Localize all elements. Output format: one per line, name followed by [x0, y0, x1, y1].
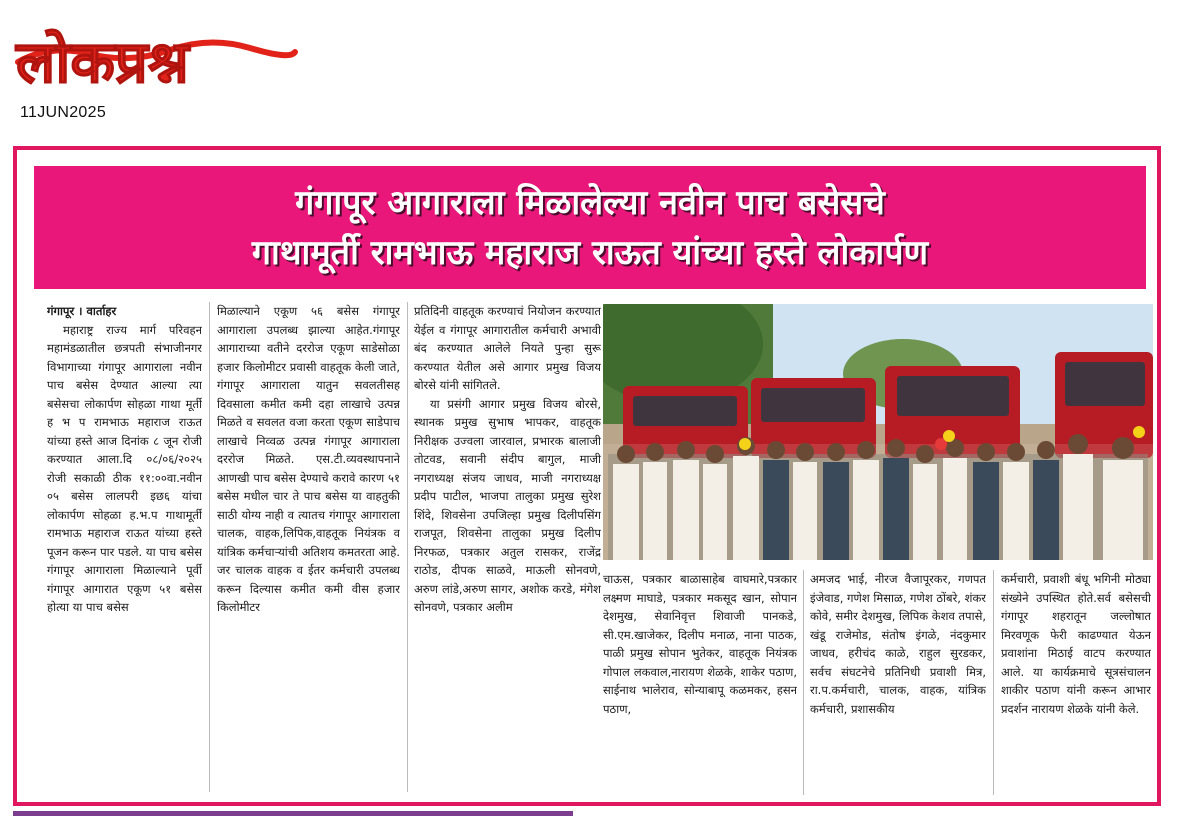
column-divider [407, 302, 408, 792]
column-3-para-1: प्रतिदिनी वाहतूक करण्याचं नियोजन करण्यात येईल व गंगापूर आगारातील कर्मचारी अभावी बंद करण्यात आलेले नियते पुन्हा सुरू करण्यात येतील असे आगार प्रमुख विजय बोरसे यांनी सांगितले. [414, 304, 601, 392]
logo-text: लोकप्रश्न [16, 28, 189, 96]
headline-line-2: गाथामूर्ती रामभाऊ महाराज राऊत यांच्या हस्ते लोकार्पण [251, 232, 929, 273]
column-divider [993, 570, 994, 795]
masthead-logo [10, 4, 300, 99]
news-article-frame [13, 146, 1161, 806]
column-4-text: चाऊस, पत्रकार बाळासाहेब वाघमारे,पत्रकार लक्ष्मण माघाडे, पत्रकार मकसूद खान, सोपान देशमुख, सेवानिवृत्त शिवाजी पानकडे, सी.एम.खाजेकर, दिलीप मनाळ, नाना पाठक, पाळी प्रमुख सोपान भुतेकर, वाहतूक नियंत्रक गोपाल लकवाल,नारायण शेळके, शाकेर पठाण, साईनाथ भालेराव, सोन्याबापू कळमकर, हसन पठाण, [603, 572, 797, 716]
article-column-5 [810, 570, 986, 795]
article-column-6 [1001, 570, 1151, 795]
bottom-border-strip [13, 811, 573, 816]
byline: गंगापूर । वार्ताहर [47, 304, 117, 318]
column-divider [803, 570, 804, 795]
column-1-text: महाराष्ट्र राज्य मार्ग परिवहन महामंडळातील छत्रपती संभाजीनगर विभागाच्या गंगापूर आगाराला नवीन पाच बसेस देण्यात आल्या त्या बसेसचा लोकार्पण सोहळा गाथा मूर्ती ह भ प रामभाऊ महाराज राऊत यांच्या हस्ते आज दिनांक ८ जून रोजी करण्यात आला.दि ०८/०६/२०२५ रोजी सकाळी ठीक ११:००वा.नवीन ०५ बसेस लालपरी इछ६ यांचा लोकार्पण सोहळा ह.भ.प गाथामूर्ती रामभाऊ महाराज राऊत यांच्या हस्ते पूजन करून पार पडले. या पाच बसेस गंगापूर आगाराला मिळाल्याने पूर्वी गंगापूर आगारात एकूण ५१ बसेस होत्या या पाच बसेस [47, 322, 202, 614]
column-2-text: मिळाल्याने एकूण ५६ बसेस गंगापूर आगाराला उपलब्ध झाल्या आहेत.गंगापूर आगाराच्या वतीने दररोज एकूण साडेसोळा हजार किलोमीटर प्रवासी वाहतूक केली जाते, गंगापूर आगाराला यातुन सवलतीसह दिवसाला कमीत कमी दहा लाखाचे उत्पन्न मिळते व सवलत वजा करता एकूण साडेपाच लाखाचे निव्वळ उत्पन्न गंगापूर आगाराला दररोज मिळते. एस.टी.व्यवस्थापनाने आणखी पाच बसेस देण्याचे करावे कारण ५१ बसेस मधील चार ते पाच बसेस या वाहतुकी साठी योग्य नाही व त्यातच गंगापूर आगाराला चालक, वाहक,लिपिक,वाहतूक नियंत्रक व यांत्रिक कर्मचाऱ्यांची अतिशय कमतरता आहे. जर चालक वाहक व ईतर कर्मचारी उपलब्ध करून दिल्यास कमीत कमी वीस हजार किलोमीटर [217, 304, 400, 614]
article-column-1 [47, 302, 202, 792]
column-3-para-2: या प्रसंगी आगार प्रमुख विजय बोरसे, स्थानक प्रमुख सुभाष भापकर, वाहतूक निरीक्षक उज्वला जारवाल, प्रभारक बालाजी तोटवड, सवानी संदीप बागुल, माजी नगराध्यक्ष संजय जाधव, माजी नगराध्यक्ष प्रदीप पाटील, भाजपा तालुका प्रमुख सुरेश शिंदे, शिवसेना उपजिल्हा प्रमुख दिलीपसिंग राजपूत, शिवसेना तालुका प्रमुख दिलीप निरफळ, पत्रकार अतुल रासकर, राजेंद्र राठोड, दीपक साळवे, माऊली सोनवणे, अरुण लांडे,अरुण सागर, अशोक करडे, मंगेश सोनवणे, पत्रकार अलीम [414, 396, 601, 614]
headline-line-1: गंगापूर आगाराला मिळालेल्या नवीन पाच बसेसचे [295, 182, 885, 223]
bus-inauguration-photo [603, 304, 1153, 560]
article-column-3 [414, 302, 601, 792]
column-6-text: कर्मचारी, प्रवाशी बंधू भगिनी मोठ्या संख्येने उपस्थित होते.सर्व बसेसची गंगापूर शहरातून जल्लोषात मिरवणूक फेरी काढण्यात येऊन प्रवाशांना मिठाई वाटप करण्यात आले. या कार्यक्रमाचे सूत्रसंचालन शाकीर पठाण यांनी करून आभार प्रदर्शन नारायण शेळके यांनी केले. [1001, 572, 1151, 716]
column-divider [209, 302, 210, 792]
column-5-text: अमजद भाई, नीरज वैजापूरकर, गणपत इंजेवाड, गणेश मिसाळ, गणेश ठोंबरे, शंकर कोवे, समीर देशमुख, लिपिक केशव तपासे, खंडू राजेमोड, संतोष इंगळे, नंदकुमार जाधव, हरीचंद काळे, राहुल सुरडकर, सर्वच संघटनेचे प्रतिनिधी प्रवाशी मित्र, रा.प.कर्मचारी, चालक, वाहक, यांत्रिक कर्मचारी, प्रशासकीय [810, 572, 986, 716]
article-column-4 [603, 570, 797, 795]
article-column-2 [217, 302, 400, 792]
headline-box [34, 166, 1146, 289]
publication-date: 11JUN2025 [20, 104, 107, 121]
